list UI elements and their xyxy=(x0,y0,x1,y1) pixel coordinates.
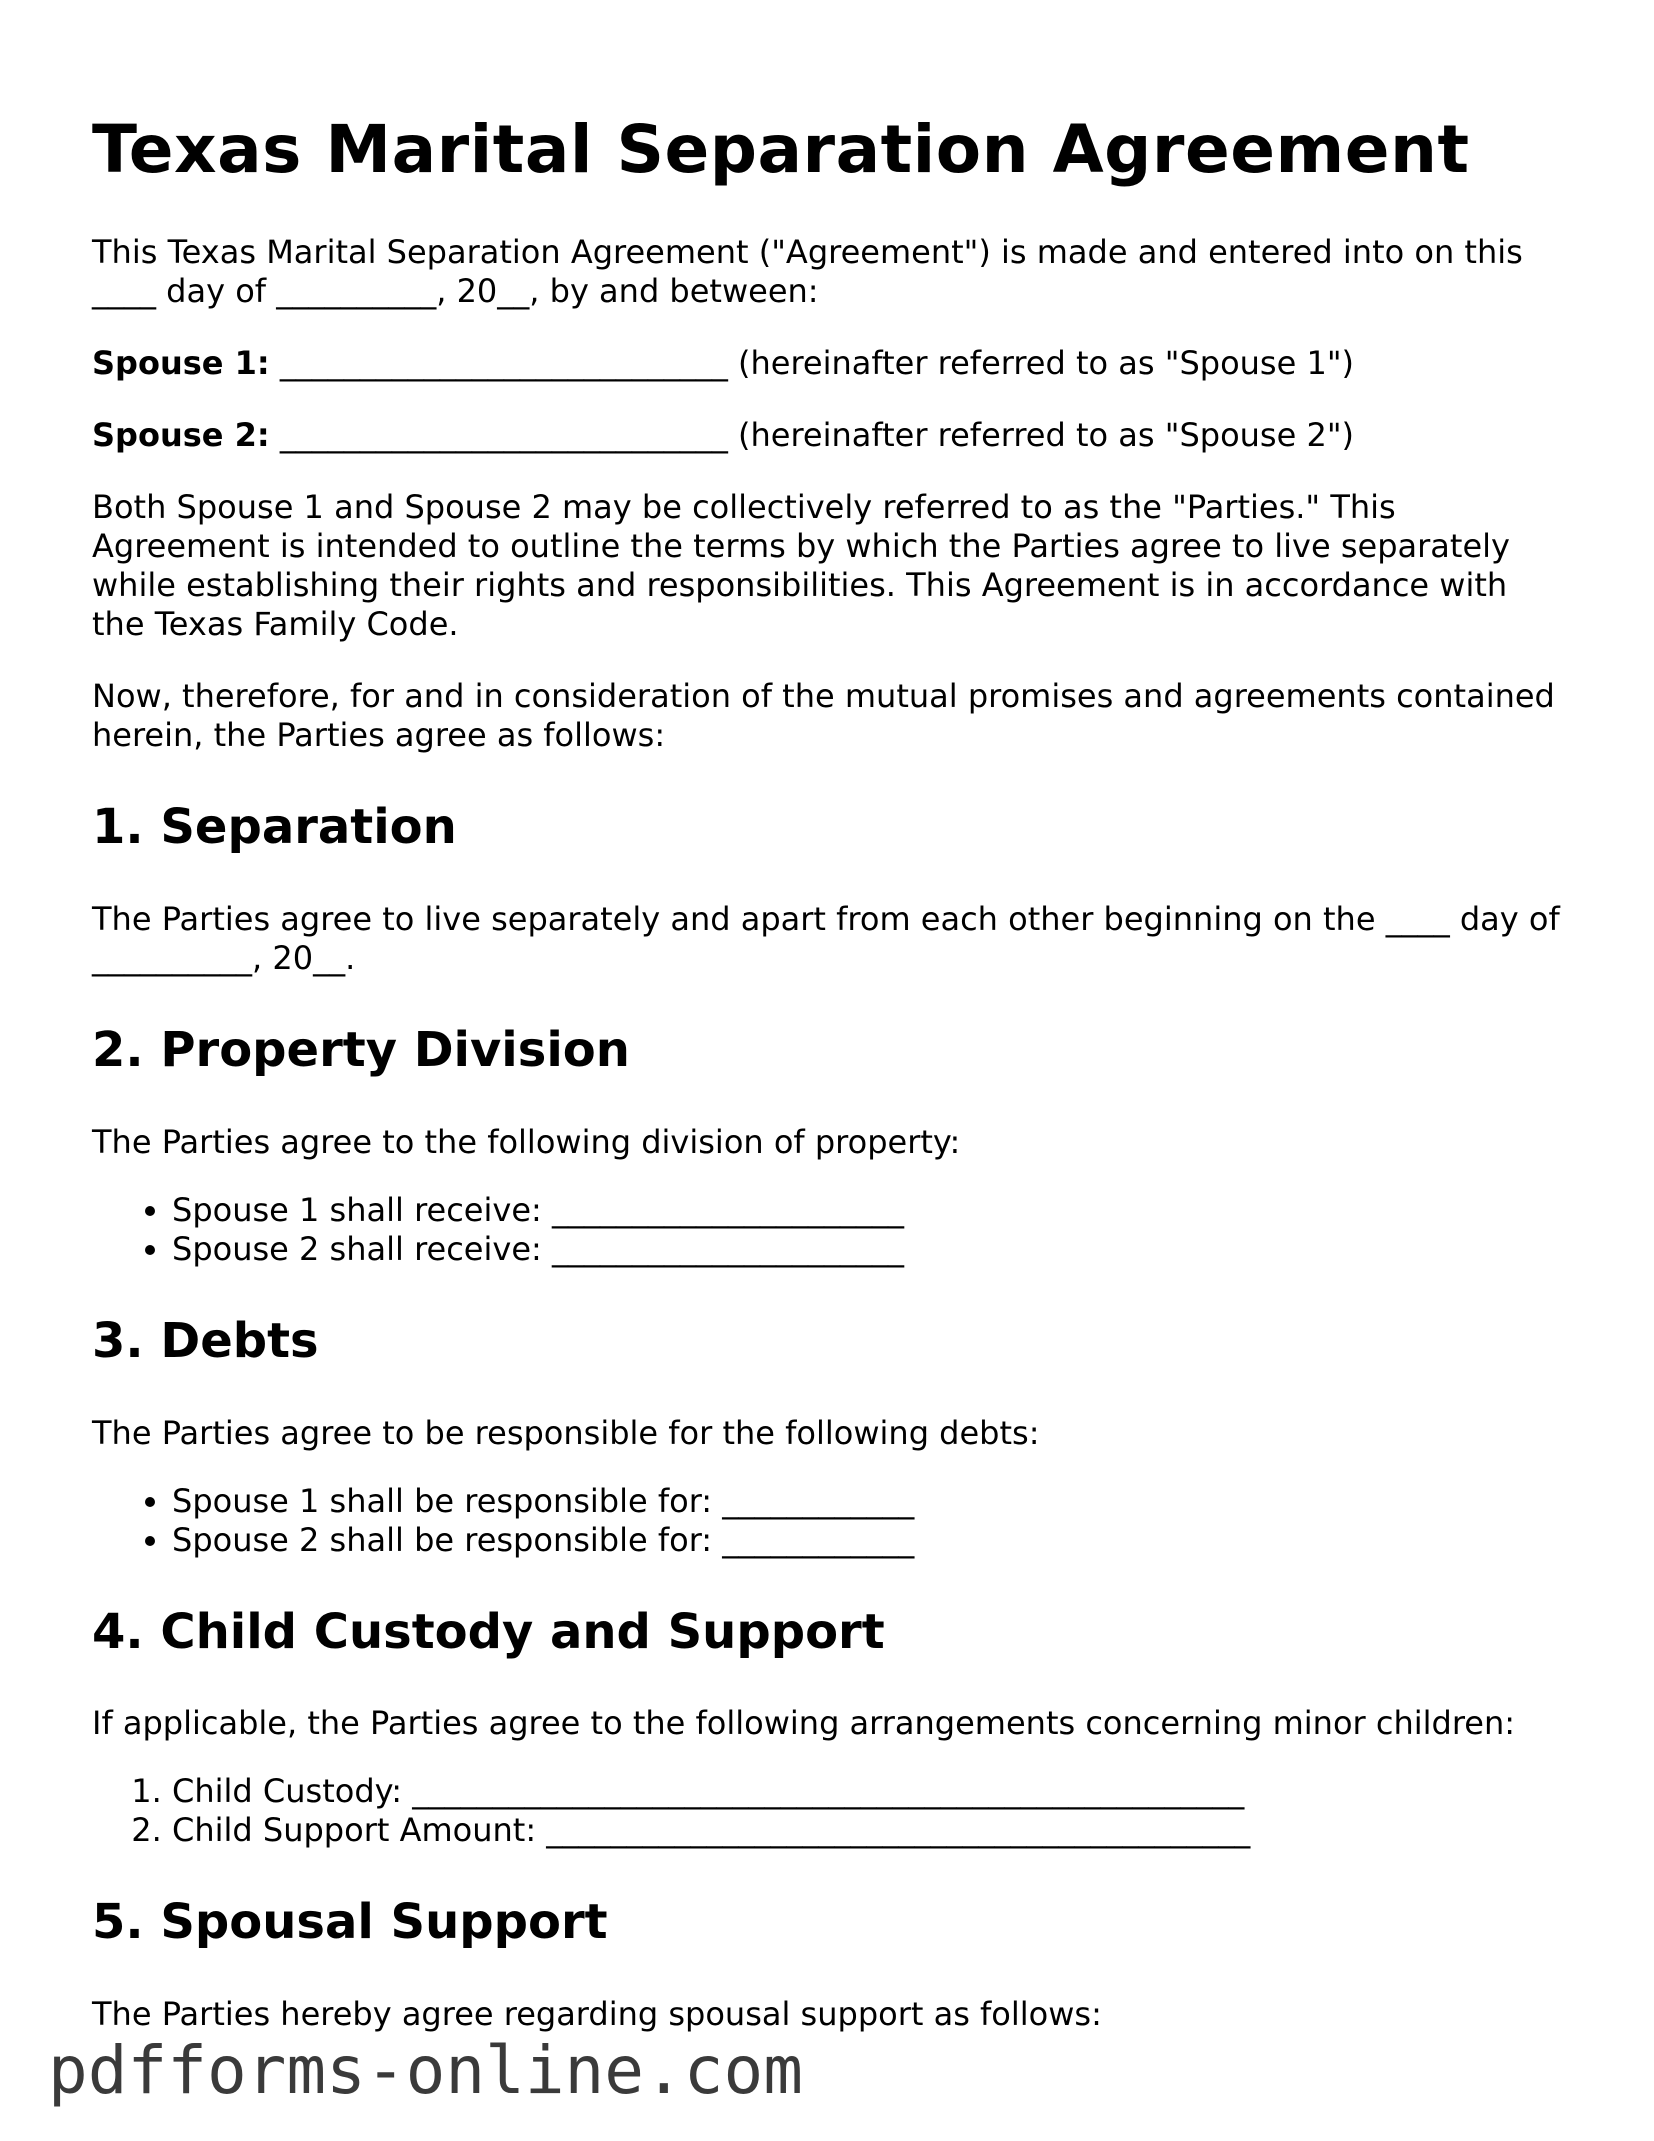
list-item: • Spouse 1 shall be responsible for: ____________ xyxy=(172,1482,1562,1521)
spouse-2-label: Spouse 2: xyxy=(92,416,270,455)
spouse-1-label: Spouse 1: xyxy=(92,344,270,383)
spouse-2-line xyxy=(92,416,1562,455)
list-item: • Spouse 2 shall receive: ______________________ xyxy=(172,1230,1562,1269)
property-text: The Parties agree to the following division of property: xyxy=(92,1122,961,1161)
section-heading-spousal: 5. Spousal Support xyxy=(92,1894,608,1951)
list-item: 2. Child Support Amount: ____________________________________________ xyxy=(172,1811,1562,1850)
list-item: • Spouse 1 shall receive: ______________________ xyxy=(172,1191,1562,1230)
list-item: • Spouse 2 shall be responsible for: ____________ xyxy=(172,1521,1562,1560)
watermark: pdfforms-online.com xyxy=(48,2032,803,2109)
spouse-1-line xyxy=(92,344,1562,383)
document-page xyxy=(92,110,1562,2067)
custody-list xyxy=(92,1772,1562,1850)
separation-text: The Parties agree to live separately and apart from each other beginning on the ____ day of __________, 20__. xyxy=(92,899,1560,977)
custody-text: If applicable, the Parties agree to the following arrangements concerning minor children: xyxy=(92,1704,1516,1743)
section-heading-separation: 1. Separation xyxy=(92,799,457,856)
debts-text: The Parties agree to be responsible for the following debts: xyxy=(92,1413,1040,1452)
debts-list xyxy=(92,1482,1562,1560)
consideration-paragraph: Now, therefore, for and in consideration of the mutual promises and agreements contained herein, the Parties agree as follows: xyxy=(92,677,1555,755)
section-heading-custody: 4. Child Custody and Support xyxy=(92,1603,885,1660)
spouse-2-field: ____________________________ (hereinafter referred to as "Spouse 2") xyxy=(269,416,1355,455)
section-heading-debts: 3. Debts xyxy=(92,1312,319,1369)
list-item: 1. Child Custody: ____________________________________________________ xyxy=(172,1772,1562,1811)
spousal-text: The Parties hereby agree regarding spousal support as follows: xyxy=(92,1995,1102,2034)
spouse-1-field: ____________________________ (hereinafter referred to as "Spouse 1") xyxy=(269,344,1355,383)
document-title: Texas Marital Separation Agreement xyxy=(92,111,1470,188)
intro-paragraph: This Texas Marital Separation Agreement ("Agreement") is made and entered into on this ____ day of __________, 20__, by and between: xyxy=(92,233,1523,311)
section-heading-property: 2. Property Division xyxy=(92,1021,630,1078)
property-list xyxy=(92,1191,1562,1269)
parties-paragraph: Both Spouse 1 and Spouse 2 may be collectively referred to as the "Parties." This Agreement is intended to outline the terms by which the Parties agree to live separately while establishing their rights and responsibilities. This Agreement is in accordance with the Texas Family Code. xyxy=(92,488,1510,644)
